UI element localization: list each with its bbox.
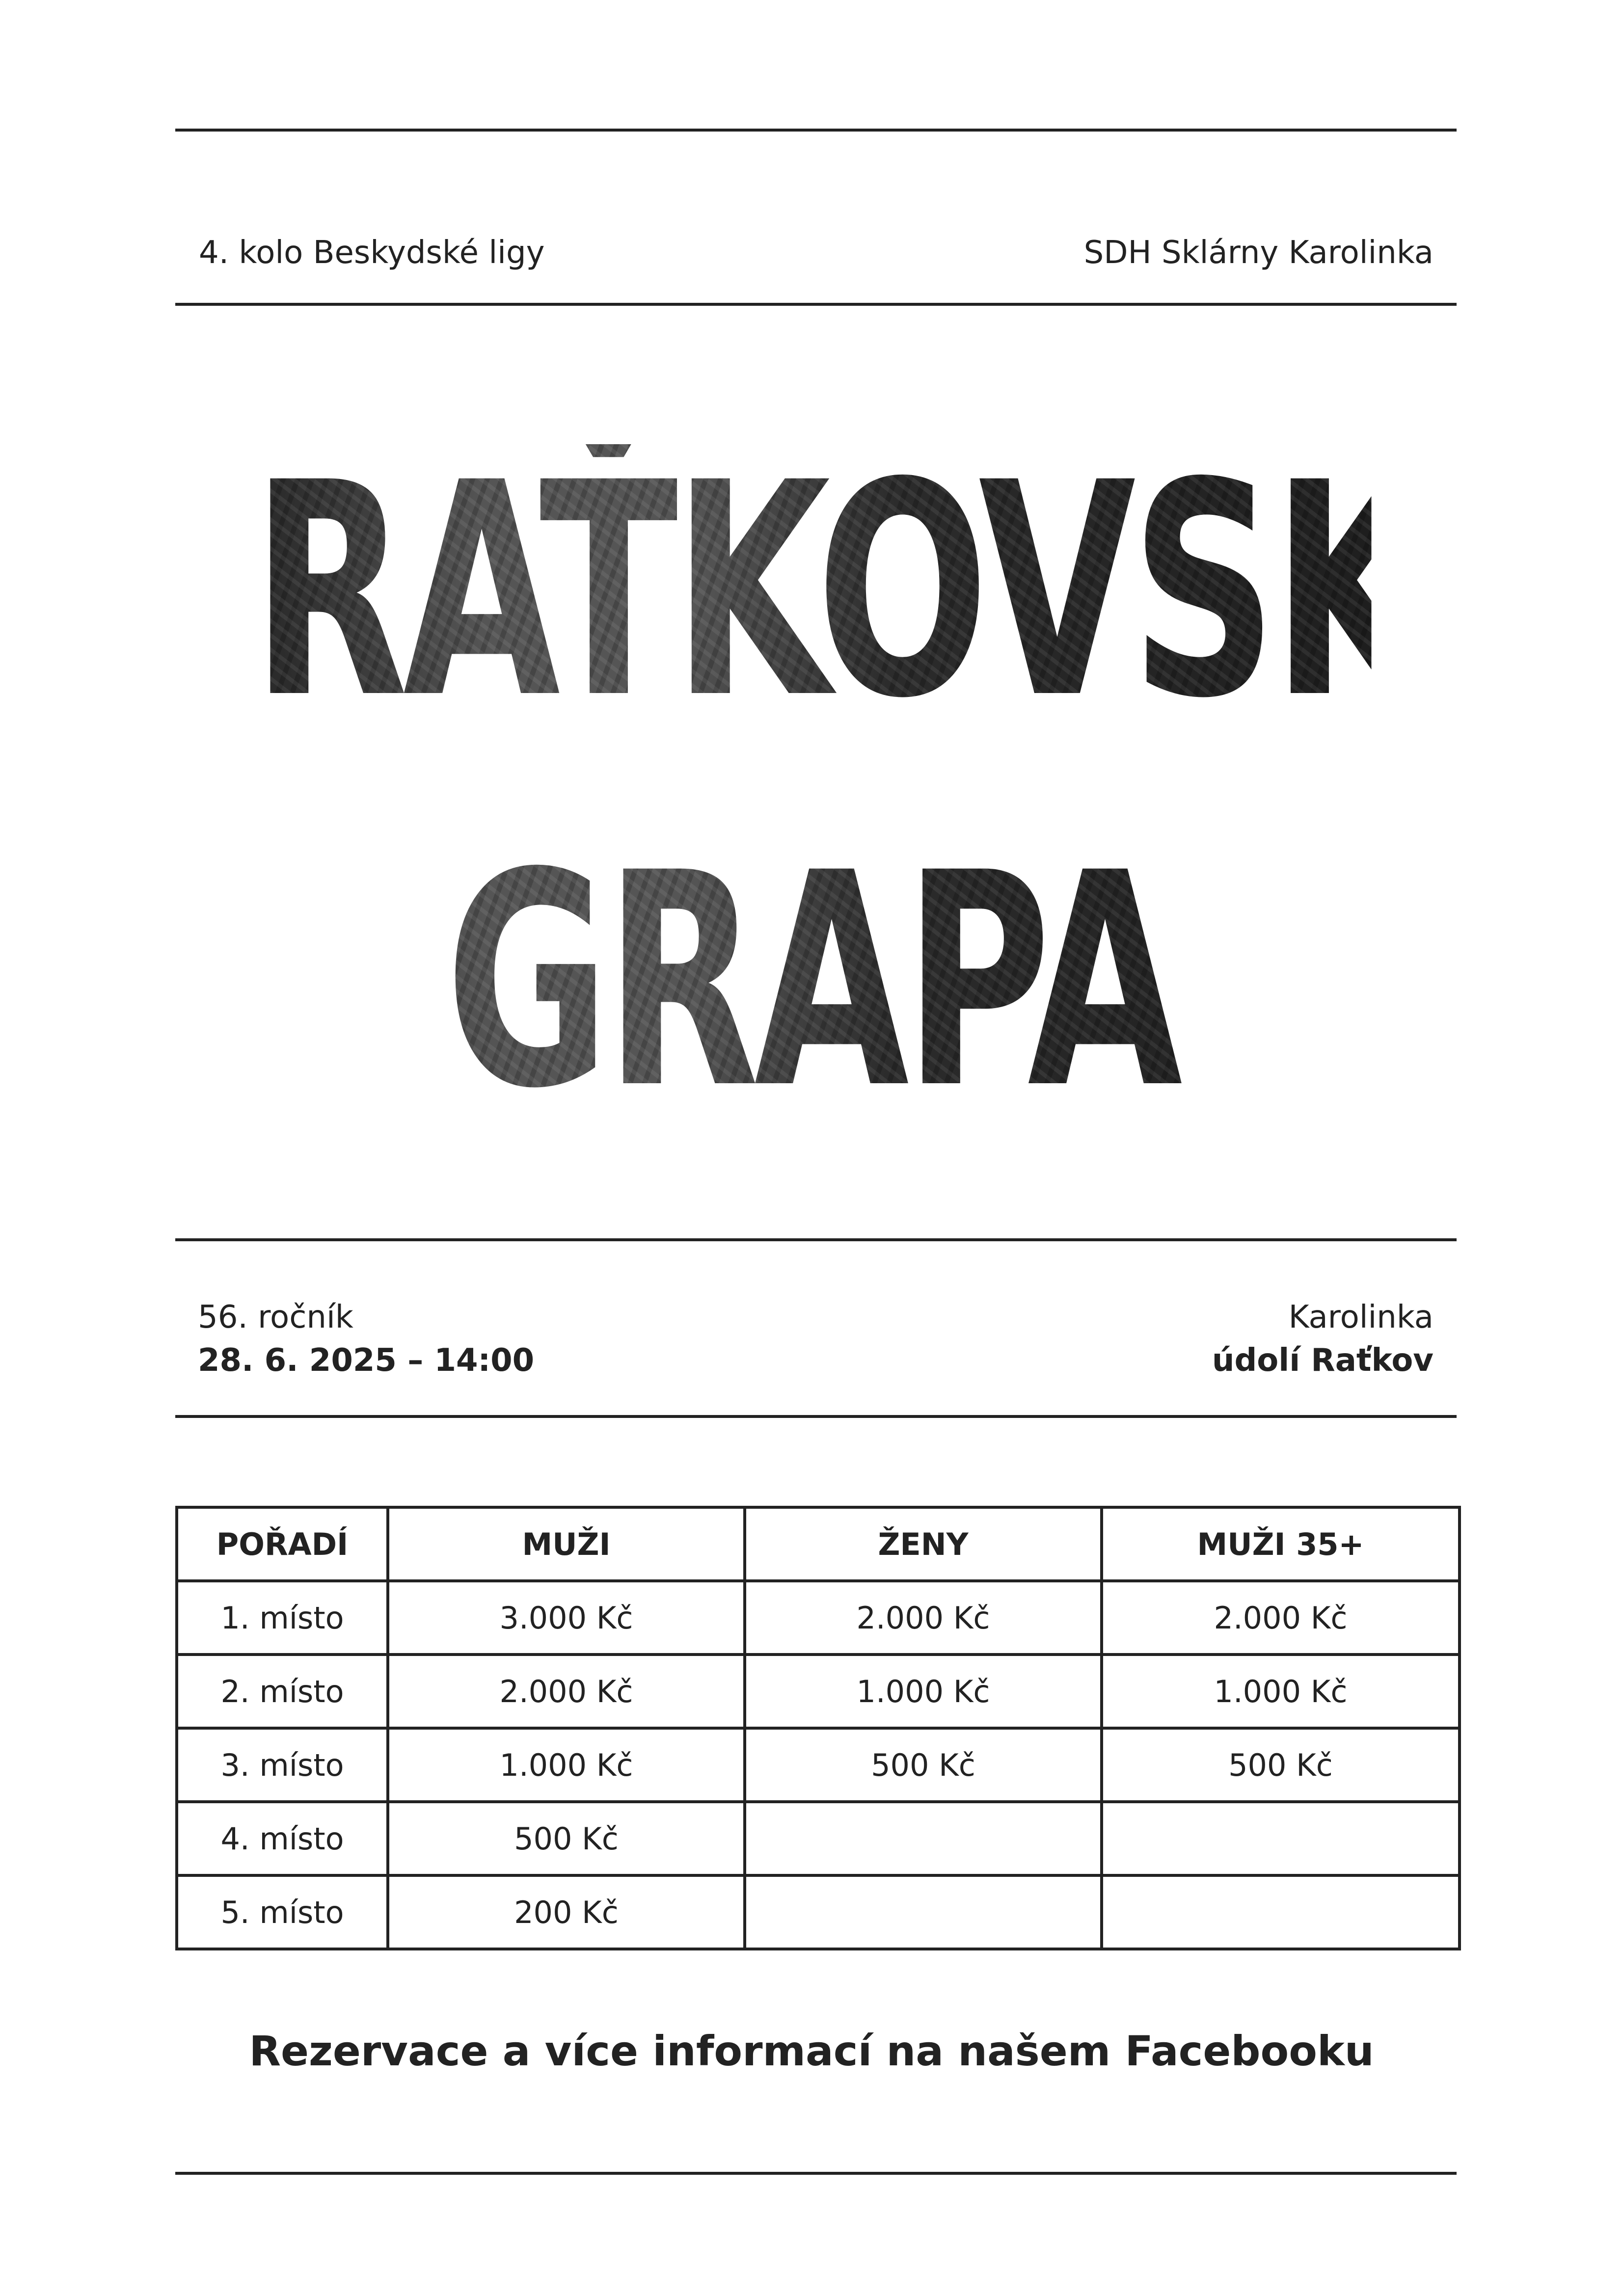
table-row — [177, 1581, 1460, 1655]
league-round: 4. kolo Beskydské ligy — [199, 235, 545, 271]
bottom-divider — [175, 2172, 1457, 2175]
rank-cell: 3. místo — [177, 1728, 388, 1802]
prize-cell: 1.000 Kč — [388, 1728, 745, 1802]
header-divider — [175, 303, 1457, 306]
prize-cell: 2.000 Kč — [1102, 1581, 1460, 1655]
rank-cell: 5. místo — [177, 1875, 388, 1949]
prize-cell: 500 Kč — [1102, 1728, 1460, 1802]
prize-cell: 200 Kč — [388, 1875, 745, 1949]
prize-cell: 500 Kč — [388, 1802, 745, 1875]
column-header-men-35: MUŽI 35+ — [1102, 1507, 1460, 1581]
town: Karolinka — [1288, 1299, 1434, 1335]
prize-cell: 2.000 Kč — [388, 1655, 745, 1728]
organizer: SDH Sklárny Karolinka — [1083, 235, 1434, 271]
prize-cell — [745, 1875, 1102, 1949]
prize-cell — [1102, 1875, 1460, 1949]
prize-cell: 1.000 Kč — [1102, 1655, 1460, 1728]
table-row — [177, 1655, 1460, 1728]
top-divider — [175, 129, 1457, 132]
table-header-row — [177, 1507, 1460, 1581]
event-where — [1212, 1296, 1434, 1382]
title-divider — [175, 1238, 1457, 1241]
table-row — [177, 1875, 1460, 1949]
prize-cell — [745, 1802, 1102, 1875]
rank-cell: 2. místo — [177, 1655, 388, 1728]
edition: 56. ročník — [198, 1299, 353, 1335]
prize-cell: 3.000 Kč — [388, 1581, 745, 1655]
column-header-rank: POŘADÍ — [177, 1507, 388, 1581]
rank-cell: 4. místo — [177, 1802, 388, 1875]
prize-cell: 500 Kč — [745, 1728, 1102, 1802]
table-row — [177, 1728, 1460, 1802]
prize-cell: 1.000 Kč — [745, 1655, 1102, 1728]
rank-cell: 1. místo — [177, 1581, 388, 1655]
event-when — [198, 1296, 534, 1382]
facebook-info: Rezervace a více informací na našem Facebooku — [249, 2027, 1374, 2075]
column-header-men: MUŽI — [388, 1507, 745, 1581]
event-title-line2: GRAPA — [260, 834, 1363, 1129]
table-row — [177, 1802, 1460, 1875]
prize-table — [175, 1506, 1461, 1950]
info-divider — [175, 1415, 1457, 1418]
header-row — [199, 231, 1434, 275]
date-time: 28. 6. 2025 – 14:00 — [198, 1342, 535, 1379]
venue: údolí Raťkov — [1212, 1342, 1434, 1379]
prize-cell — [1102, 1802, 1460, 1875]
column-header-women: ŽENY — [745, 1507, 1102, 1581]
event-info — [198, 1296, 1434, 1382]
prize-cell: 2.000 Kč — [745, 1581, 1102, 1655]
event-title-line1: RAŤKOVSKÁ — [251, 420, 1577, 763]
